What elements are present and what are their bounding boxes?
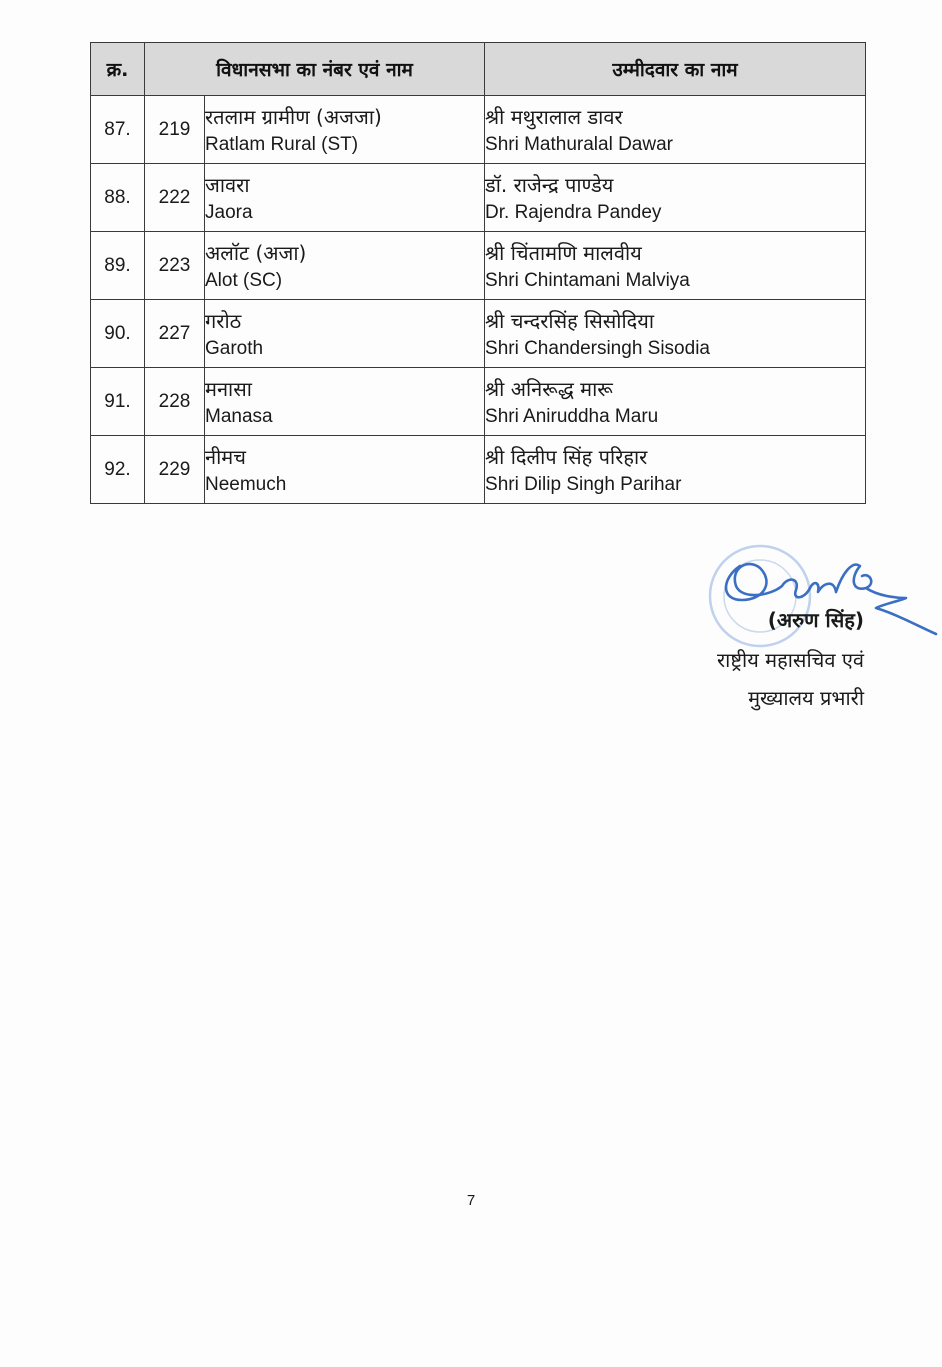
table-header-row bbox=[91, 43, 866, 96]
table-row bbox=[91, 436, 866, 504]
constituency-number: 223 bbox=[145, 232, 205, 300]
candidate-name bbox=[485, 368, 866, 436]
table-row bbox=[91, 164, 866, 232]
row-serial: 90. bbox=[91, 300, 145, 368]
candidate-name bbox=[485, 96, 866, 164]
table-row bbox=[91, 300, 866, 368]
constituency-name-hindi: जावरा bbox=[205, 172, 250, 197]
constituency-number: 222 bbox=[145, 164, 205, 232]
candidate-name-hindi: श्री दिलीप सिंह परिहार bbox=[485, 444, 648, 469]
candidate-name-english: Shri Chintamani Malviya bbox=[485, 269, 690, 291]
page-number: 7 bbox=[466, 1192, 476, 1209]
table-row bbox=[91, 232, 866, 300]
candidate-name-english: Shri Mathuralal Dawar bbox=[485, 133, 673, 155]
row-serial: 91. bbox=[91, 368, 145, 436]
row-serial: 89. bbox=[91, 232, 145, 300]
row-serial: 87. bbox=[91, 96, 145, 164]
constituency-name bbox=[205, 436, 485, 504]
candidate-name-hindi: श्री चिंतामणि मालवीय bbox=[485, 240, 642, 265]
constituency-name-hindi: मनासा bbox=[205, 376, 252, 401]
candidate-name-english: Dr. Rajendra Pandey bbox=[485, 201, 662, 223]
constituency-number: 219 bbox=[145, 96, 205, 164]
constituency-name bbox=[205, 164, 485, 232]
constituency-name-english: Manasa bbox=[205, 405, 273, 427]
constituency-name bbox=[205, 96, 485, 164]
candidate-name-hindi: श्री चन्दरसिंह सिसोदिया bbox=[485, 308, 655, 333]
constituency-name-hindi: रतलाम ग्रामीण (अजजा) bbox=[205, 104, 382, 129]
signatory-title: राष्ट्रीय महासचिव एवं bbox=[717, 648, 864, 672]
constituency-number: 229 bbox=[145, 436, 205, 504]
candidate-name-english: Shri Dilip Singh Parihar bbox=[485, 473, 682, 495]
candidate-name-hindi: डॉ. राजेन्द्र पाण्डेय bbox=[485, 172, 614, 197]
constituency-name-english: Alot (SC) bbox=[205, 269, 283, 291]
row-serial: 92. bbox=[91, 436, 145, 504]
constituency-name-english: Neemuch bbox=[205, 473, 287, 495]
candidate-name bbox=[485, 232, 866, 300]
candidate-name bbox=[485, 164, 866, 232]
header-candidate: उम्मीदवार का नाम bbox=[485, 43, 866, 96]
constituency-name bbox=[205, 300, 485, 368]
constituency-name-english: Ratlam Rural (ST) bbox=[205, 133, 359, 155]
candidate-name-hindi: श्री मथुरालाल डावर bbox=[485, 104, 623, 129]
table-row bbox=[91, 96, 866, 164]
constituency-name-hindi: गरोठ bbox=[205, 308, 242, 333]
constituency-name-english: Garoth bbox=[205, 337, 264, 359]
signatory-title-office: मुख्यालय प्रभारी bbox=[748, 686, 864, 710]
header-constituency: विधानसभा का नंबर एवं नाम bbox=[145, 43, 485, 96]
candidate-name bbox=[485, 436, 866, 504]
candidate-table bbox=[90, 42, 866, 504]
signatory-name: (अरुण सिंह) bbox=[767, 608, 864, 632]
constituency-name-english: Jaora bbox=[205, 201, 253, 223]
candidate-name-english: Shri Chandersingh Sisodia bbox=[485, 337, 710, 359]
header-serial: क्र. bbox=[91, 43, 145, 96]
constituency-number: 227 bbox=[145, 300, 205, 368]
candidate-name-english: Shri Aniruddha Maru bbox=[485, 405, 659, 427]
constituency-name bbox=[205, 368, 485, 436]
row-serial: 88. bbox=[91, 164, 145, 232]
candidate-name bbox=[485, 300, 866, 368]
table-row bbox=[91, 368, 866, 436]
constituency-name-hindi: अलॉट (अजा) bbox=[205, 240, 307, 265]
candidate-name-hindi: श्री अनिरूद्ध मारू bbox=[485, 376, 613, 401]
constituency-number: 228 bbox=[145, 368, 205, 436]
constituency-name-hindi: नीमच bbox=[205, 444, 246, 469]
constituency-name bbox=[205, 232, 485, 300]
